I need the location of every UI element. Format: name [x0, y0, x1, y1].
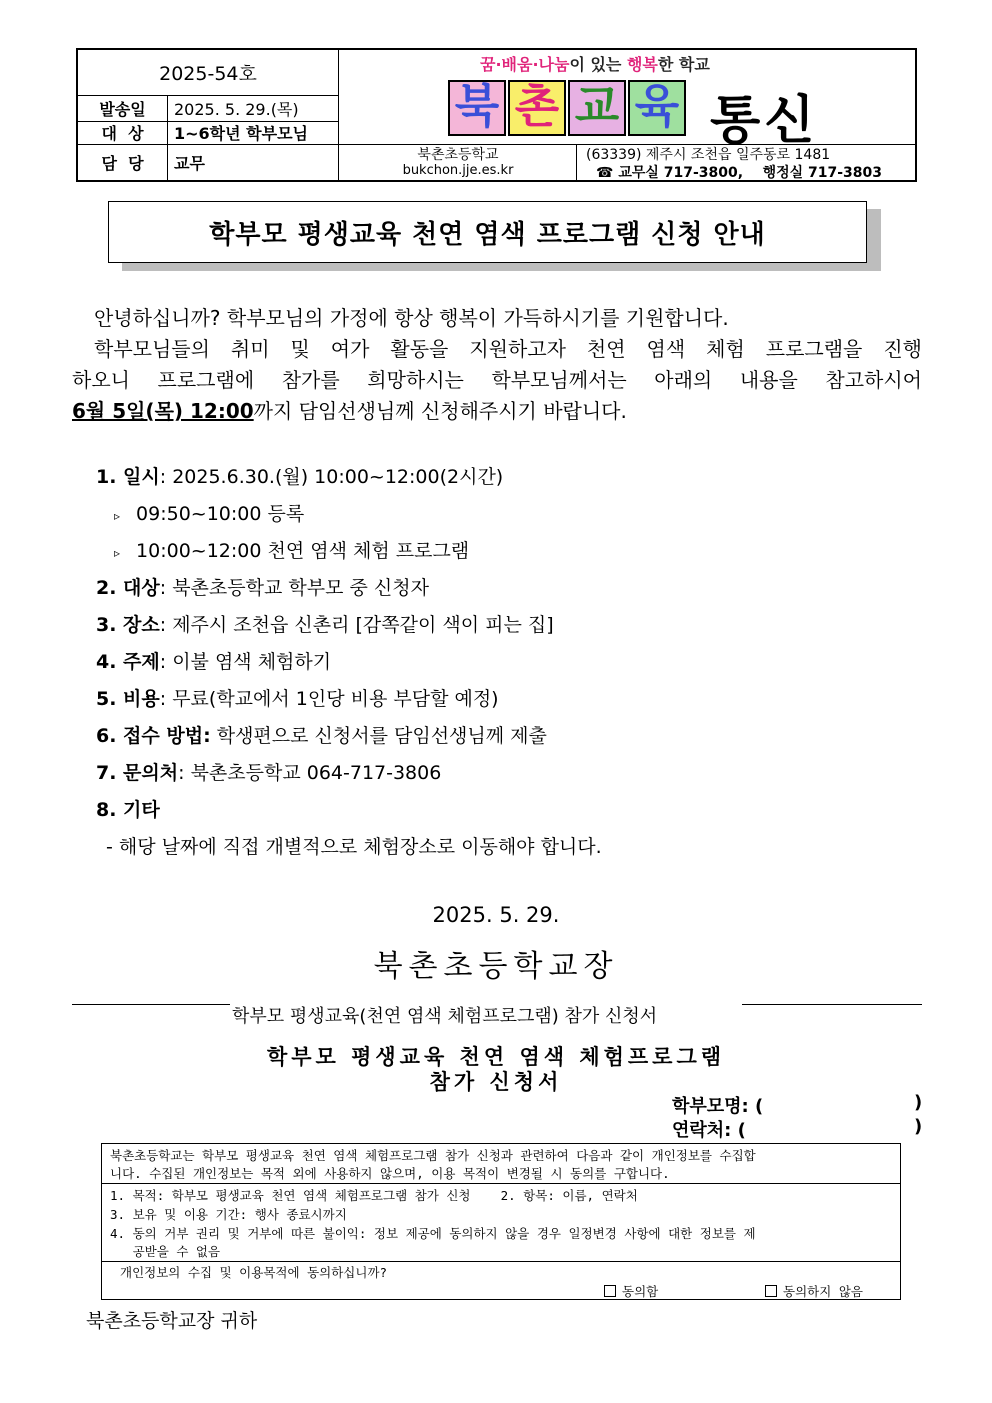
intro-line-4	[72, 396, 922, 427]
sub-item-1-text: 09:50~10:00 등록	[136, 503, 305, 525]
cut-line-right	[742, 1004, 922, 1005]
newsletter-word: 통신	[710, 91, 819, 151]
item-5-value: : 무료(학교에서 1인당 비용 부담할 예정)	[159, 688, 499, 710]
page-title: 학부모 평생교육 천연 염색 프로그램 신청 안내	[108, 201, 867, 263]
agree-option[interactable]	[604, 1282, 658, 1300]
intro-line-3: 하오니 프로그램에 참가를 희망하시는 학부모님께서는 아래의 내용을 참고하시어	[72, 368, 922, 392]
logo-char-box	[628, 80, 686, 136]
send-date-label: 발송일	[99, 99, 146, 119]
item-2	[96, 573, 429, 600]
sub-item-2-text: 10:00~12:00 천연 염색 체험 프로그램	[136, 540, 470, 562]
sub-bullet-icon: ▹	[114, 509, 121, 523]
item-1-value: : 2025.6.30.(월) 10:00~12:00(2시간)	[159, 466, 504, 488]
item-4	[96, 647, 331, 674]
contact-close: )	[914, 1116, 923, 1137]
item-3-label: 3. 장소	[96, 614, 160, 636]
item-7-label: 7. 문의처	[96, 762, 179, 784]
consent-line-1: 북촌초등학교는 학부모 평생교육 천연 염색 체험프로그램 참가 신청과 관련하여 다음과 같이 개인정보를 수집합	[110, 1148, 756, 1163]
parent-name-close: )	[914, 1092, 923, 1113]
item-4-label: 4. 주제	[96, 651, 160, 673]
item-8-label: 8. 기타	[96, 799, 160, 821]
item-1	[96, 462, 503, 489]
item-2-value: : 북촌초등학교 학부모 중 신청자	[159, 577, 429, 599]
charge-value: 교무	[174, 153, 205, 173]
intro-line-4-rest: 까지 담임선생님께 신청해주시기 바랍니다.	[253, 399, 627, 423]
item-6-label: 6. 접수 방법:	[96, 725, 211, 747]
item-1-label: 1. 일시	[96, 466, 160, 488]
slogan-part-1: 꿈·배움·나눔	[480, 55, 570, 74]
phone: ☎ 교무실 717-3800, 행정실 717-3803	[596, 164, 883, 181]
logo-char: 촌	[514, 79, 560, 133]
item-7-value: : 북촌초등학교 064-717-3806	[178, 762, 442, 784]
item-7	[96, 758, 441, 785]
slogan	[480, 52, 710, 75]
privacy-consent-box	[101, 1143, 901, 1300]
agree-label: 동의함	[622, 1284, 659, 1299]
send-date-value: 2025. 5. 29.(목)	[174, 99, 299, 119]
slogan-part-4: 한 학교	[657, 55, 710, 74]
logo-char-box	[508, 80, 566, 136]
sub-item-1	[114, 499, 304, 526]
address: (63339) 제주시 조천읍 일주동로 1481	[586, 147, 831, 163]
cut-line-left	[72, 1004, 230, 1005]
charge-label: 담 당	[101, 153, 144, 173]
sub-item-2	[114, 536, 469, 563]
application-title-1: 학부모 평생교육 천연 염색 체험프로그램	[266, 1045, 726, 1069]
target-label: 대 상	[101, 124, 144, 143]
logo-char-box	[568, 80, 626, 136]
consent-line-6: 공받을 수 없음	[110, 1244, 221, 1259]
slogan-part-3: 행복	[626, 55, 658, 74]
logo-char-box	[448, 80, 506, 136]
footer-addressee: 북촌초등학교장 귀하	[86, 1310, 258, 1332]
intro-line-2: 학부모님들의 취미 및 여가 활동을 지원하고자 천연 염색 체험 프로그램을 진행	[94, 337, 922, 361]
contact-label: 연락처: (	[672, 1120, 746, 1141]
item-6	[96, 721, 547, 748]
slogan-part-2: 이 있는	[569, 55, 627, 74]
agree-checkbox[interactable]	[604, 1285, 616, 1297]
item-6-value: 학생편으로 신청서를 담임선생님께 제출	[210, 725, 547, 747]
consent-line-3: 1. 목적: 학부모 평생교육 천연 염색 체험프로그램 참가 신청 2. 항목: 이름, 연락처	[110, 1188, 638, 1203]
consent-line-4: 3. 보유 및 이용 기간: 행사 종료시까지	[110, 1207, 347, 1222]
logo-char: 교	[574, 79, 620, 133]
item-4-value: : 이불 염색 체험하기	[159, 651, 332, 673]
item-3-value: : 제주시 조천읍 신촌리 [감쪽같이 색이 피는 집]	[159, 614, 554, 636]
cut-line-label: 학부모 평생교육(천연 염색 체험프로그램) 참가 신청서	[232, 1006, 658, 1027]
disagree-label: 동의하지 않음	[783, 1284, 863, 1299]
item-5	[96, 684, 499, 711]
application-title-2: 참가 신청서	[429, 1070, 563, 1094]
item-3	[96, 610, 554, 637]
principal-name: 북촌초등학교장	[373, 949, 619, 984]
item-8	[96, 795, 160, 822]
item-2-label: 2. 대상	[96, 577, 160, 599]
consent-line-5: 4. 동의 거부 권리 및 거부에 따른 불이익: 정보 제공에 동의하지 않을 경우 일정변경 사항에 대한 정보를 제	[110, 1226, 756, 1241]
school-name: 북촌초등학교	[417, 147, 499, 163]
school-url[interactable]: bukchon.jje.es.kr	[402, 162, 514, 178]
consent-line-2: 니다. 수집된 개인정보는 목적 외에 사용하지 않으며, 이용 목적이 변경될 시 동의를 구합니다.	[110, 1166, 670, 1181]
logo-char: 육	[634, 79, 680, 133]
deadline: 6월 5일(목) 12:00	[72, 399, 254, 423]
etc-note: - 해당 날짜에 직접 개별적으로 체험장소로 이동해야 합니다.	[106, 836, 602, 858]
disagree-checkbox[interactable]	[765, 1285, 777, 1297]
logo-char: 북	[454, 79, 500, 133]
intro-line-1: 안녕하십니까? 학부모님의 가정에 항상 행복이 가득하시기를 기원합니다.	[94, 306, 729, 330]
issue-date: 2025. 5. 29.	[432, 903, 560, 927]
item-5-label: 5. 비용	[96, 688, 160, 710]
disagree-option[interactable]	[765, 1282, 863, 1300]
sub-bullet-icon: ▹	[114, 546, 121, 560]
consent-question: 개인정보의 수집 및 이용목적에 동의하십니까?	[120, 1265, 388, 1280]
target-value: 1~6학년 학부모님	[174, 124, 308, 143]
issue-number: 2025-54호	[159, 63, 257, 85]
parent-name-label: 학부모명: (	[672, 1096, 764, 1117]
